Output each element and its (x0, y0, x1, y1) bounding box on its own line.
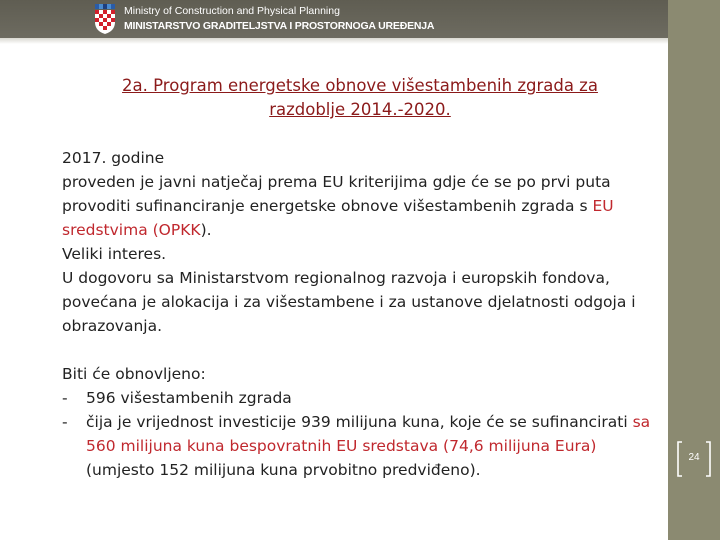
header-shadow (0, 38, 668, 44)
list-item-buildings: 596 višestambenih zgrada (86, 389, 292, 407)
list-item-investment-a: čija je vrijednost investicije 939 milijuna kuna, koje će se sufinancirati (86, 413, 633, 431)
list-item-investment-highlight: sa 560 milijuna kuna bespovratnih EU sredstava (74,6 milijuna Eura) (86, 413, 651, 455)
paragraph-call-for-proposals (62, 170, 662, 242)
para1-text-c: ). (200, 221, 212, 239)
list-dash: - (62, 413, 68, 431)
list-dash: - (62, 389, 68, 407)
slide-title-line-1: 2a. Program energetske obnove višestambenih zgrada za (122, 76, 598, 95)
slide-body (62, 146, 662, 338)
slide-title (60, 74, 660, 122)
ministry-name-english: Ministry of Construction and Physical Planning (124, 5, 340, 17)
list-item (62, 410, 662, 482)
para1-highlight: EU sredstvima (OPKK (62, 197, 614, 239)
slide-title-line-2: razdoblje 2014.-2020. (269, 100, 451, 119)
year-heading: 2017. godine (62, 149, 165, 167)
page-number: 24 (688, 452, 700, 463)
ministry-name-croatian: MINISTARSTVO GRADITELJSTVA I PROSTORNOGA UREĐENJA (124, 20, 435, 32)
renovation-list (62, 362, 662, 482)
interest-statement: Veliki interes. (62, 245, 167, 263)
paragraph-allocation: U dogovoru sa Ministarstvom regionalnog razvoja i europskih fondova, povećana je alokacija i za višestambene i za ustanove djelatnosti odgoja i obrazovanja. (62, 269, 636, 335)
list-item-investment-b: (umjesto 152 milijuna kuna prvobitno predviđeno). (86, 461, 481, 479)
para1-text-b: provoditi sufinanciranje energetske obnove višestambenih zgrada s (62, 197, 593, 215)
croatian-coat-of-arms-icon (94, 4, 116, 34)
para1-text-a: proveden je javni natječaj prema EU kriterijima gdje će se po prvi puta (62, 173, 611, 191)
list-item (62, 386, 662, 410)
list-intro: Biti će obnovljeno: (62, 365, 206, 383)
